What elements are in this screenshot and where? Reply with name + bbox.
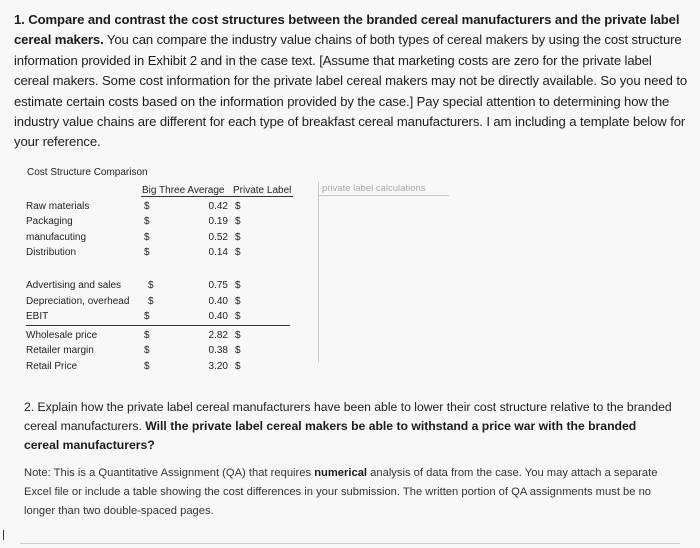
currency-sign: $ <box>144 329 150 341</box>
private-calc-title: private label calculations <box>322 183 426 194</box>
row-label: Wholesale price <box>26 329 98 341</box>
table-row <box>26 245 296 261</box>
divider <box>26 325 290 326</box>
table-row <box>26 214 296 230</box>
currency-sign: $ <box>144 247 150 259</box>
question-2-text: 2. Explain how the private label cereal manufacturers have been able to lower their cost structure relative to the branded cereal manufacturers. <box>24 400 672 433</box>
currency-sign: $ <box>144 360 150 372</box>
private-currency-sign: $ <box>235 200 241 212</box>
table-header-row <box>26 183 296 199</box>
note-text-2: analysis of data from the case. You may attach a separate Excel file or include a table showing the cost differences in your submission. The written portion of QA assignments must be no longer than two double-spaced pages. <box>24 467 658 517</box>
big-three-value: 0.14 <box>208 247 228 259</box>
private-currency-sign: $ <box>235 329 241 341</box>
table-row <box>26 343 296 359</box>
spacer <box>26 261 296 278</box>
header-underline <box>141 196 293 197</box>
currency-sign: $ <box>144 345 150 357</box>
currency-sign: $ <box>148 295 154 307</box>
row-label: Retailer margin <box>26 345 94 357</box>
row-label: Distribution <box>26 247 77 259</box>
currency-sign: $ <box>144 200 150 212</box>
private-calc-underline <box>319 195 449 196</box>
table-row <box>26 359 296 375</box>
row-label: EBIT <box>26 311 49 323</box>
private-currency-sign: $ <box>235 231 241 243</box>
big-three-value: 0.19 <box>208 216 228 228</box>
table-row <box>26 278 296 294</box>
table-row <box>26 199 296 215</box>
row-label: Retail Price <box>26 360 78 372</box>
edge-mark <box>3 530 4 540</box>
row-label: manufacuting <box>26 231 87 243</box>
header-private-label: Private Label <box>233 185 292 196</box>
table-row <box>26 309 296 325</box>
question-1 <box>14 10 690 153</box>
question-2-bold: Will the private label cereal makers be able to withstand a price war with the branded cereal manufacturers? <box>24 419 637 452</box>
row-label: Depreciation, overhead <box>26 295 130 307</box>
private-currency-sign: $ <box>235 216 241 228</box>
private-currency-sign: $ <box>235 345 241 357</box>
private-currency-sign: $ <box>235 295 241 307</box>
question-2 <box>24 398 674 455</box>
big-three-value: 0.38 <box>208 345 228 357</box>
private-currency-sign: $ <box>235 279 241 291</box>
table-row <box>26 294 296 310</box>
big-three-value: 0.40 <box>208 295 228 307</box>
big-three-value: 0.52 <box>208 231 228 243</box>
question-1-text: You can compare the industry value chains of both types of cereal makers by using the cost structure information provided in Exhibit 2 and in the case text. [Assume that marketing costs are zero for the private label cereal makers. Some cost information for the private label cereal makers may not be directly available. So you need to estimate certain costs based on the information provided by the case.] Pay special attention to determining how the industry value chains are different for each type of breakfast cereal manufacturers. I am including a template below for your reference. <box>14 32 688 150</box>
big-three-value: 2.82 <box>208 329 228 341</box>
note-bold: numerical <box>314 467 368 479</box>
note-text-1: Note: This is a Quantitative Assignment (QA) that requires <box>24 467 315 479</box>
table-title: Cost Structure Comparison <box>27 167 148 178</box>
row-label: Raw materials <box>26 200 90 212</box>
cost-structure-table <box>26 183 296 375</box>
bottom-divider <box>20 543 680 544</box>
private-label-calculations <box>318 182 449 362</box>
big-three-value: 0.40 <box>208 311 228 323</box>
currency-sign: $ <box>144 311 150 323</box>
currency-sign: $ <box>148 279 154 291</box>
private-currency-sign: $ <box>235 311 241 323</box>
question-1-bold: 1. Compare and contrast the cost structures between the branded cereal manufacturers and the private label cereal makers. <box>14 12 680 48</box>
big-three-value: 3.20 <box>208 360 228 372</box>
private-currency-sign: $ <box>235 360 241 372</box>
big-three-value: 0.75 <box>208 279 228 291</box>
currency-sign: $ <box>144 231 150 243</box>
header-big-three: Big Three Average <box>142 185 225 196</box>
table-row <box>26 230 296 246</box>
row-label: Packaging <box>26 216 73 228</box>
private-currency-sign: $ <box>235 247 241 259</box>
table-row <box>26 328 296 344</box>
row-label: Advertising and sales <box>26 279 122 291</box>
assignment-note <box>24 464 674 521</box>
big-three-value: 0.42 <box>208 200 228 212</box>
currency-sign: $ <box>144 216 150 228</box>
